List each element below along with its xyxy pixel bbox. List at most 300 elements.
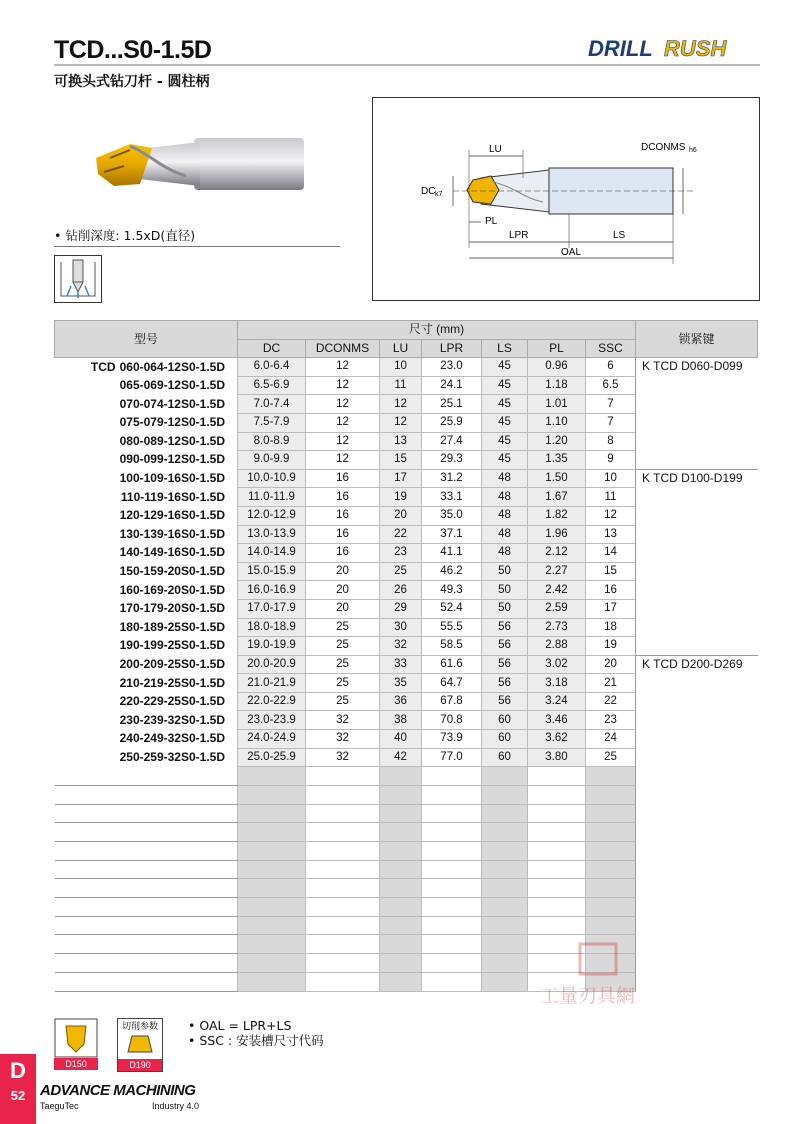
- cell-dc: 25.0-25.9: [238, 748, 306, 767]
- empty-key-cell: [636, 767, 758, 786]
- empty-row: [55, 898, 758, 917]
- empty-cell: [482, 898, 528, 917]
- empty-cell: [380, 842, 422, 861]
- empty-cell: [380, 823, 422, 842]
- cell-ssc: 6: [586, 358, 636, 377]
- empty-cell: [306, 972, 380, 991]
- cell-lpr: 49.3: [422, 581, 482, 600]
- empty-cell: [380, 972, 422, 991]
- model-code: 070-074-12S0-1.5D: [119, 396, 225, 411]
- cell-ssc: 24: [586, 730, 636, 749]
- cell-ls: 56: [482, 655, 528, 674]
- col-lu: LU: [380, 339, 422, 358]
- cell-dconms: 25: [306, 637, 380, 656]
- model-code: 060-064-12S0-1.5D: [119, 359, 225, 374]
- empty-cell: [422, 898, 482, 917]
- model-code: 160-169-20S0-1.5D: [119, 582, 225, 597]
- cell-pl: 1.20: [528, 432, 586, 451]
- cell-lpr: 35.0: [422, 506, 482, 525]
- cell-pl: 1.50: [528, 469, 586, 488]
- advance-machining-logo: ADVANCE MACHINING: [40, 1082, 196, 1099]
- empty-model-cell: [55, 842, 238, 861]
- svg-text:工量刃具網: 工量刃具網: [540, 985, 636, 1007]
- cutting-parameters-icon[interactable]: [117, 1018, 163, 1072]
- cell-lpr: 52.4: [422, 599, 482, 618]
- table-row: [55, 469, 758, 488]
- depth-note-divider: [54, 246, 340, 247]
- empty-cell: [482, 935, 528, 954]
- cell-ls: 45: [482, 413, 528, 432]
- section-tab: [0, 1054, 36, 1124]
- empty-cell: [238, 823, 306, 842]
- empty-model-cell: [55, 767, 238, 786]
- insert-icon[interactable]: [54, 1018, 98, 1070]
- cell-dconms: 16: [306, 469, 380, 488]
- empty-model-cell: [55, 860, 238, 879]
- cell-ssc: 20: [586, 655, 636, 674]
- empty-cell: [586, 804, 636, 823]
- cell-lu: 22: [380, 525, 422, 544]
- empty-key-cell: [636, 804, 758, 823]
- cell-model: [55, 358, 238, 377]
- cell-lu: 12: [380, 395, 422, 414]
- cell-model: [55, 692, 238, 711]
- cell-ls: 50: [482, 581, 528, 600]
- cell-model: [55, 637, 238, 656]
- empty-row: [55, 916, 758, 935]
- cell-lpr: 70.8: [422, 711, 482, 730]
- cell-ssc: 8: [586, 432, 636, 451]
- empty-cell: [482, 972, 528, 991]
- cell-lu: 36: [380, 692, 422, 711]
- cell-ls: 48: [482, 544, 528, 563]
- cutting-parameters-label: 切削参数: [121, 1021, 158, 1031]
- empty-model-cell: [55, 879, 238, 898]
- drilling-depth-note: • 钻削深度: 1.5xD(直径): [54, 228, 196, 243]
- cell-pl: 3.02: [528, 655, 586, 674]
- model-code: 190-199-25S0-1.5D: [119, 638, 225, 653]
- empty-row: [55, 804, 758, 823]
- cell-dconms: 20: [306, 581, 380, 600]
- cell-dc: 11.0-11.9: [238, 488, 306, 507]
- cell-lpr: 67.8: [422, 692, 482, 711]
- cell-lpr: 27.4: [422, 432, 482, 451]
- empty-cell: [422, 916, 482, 935]
- empty-row: [55, 860, 758, 879]
- cell-model: [55, 488, 238, 507]
- cell-lu: 33: [380, 655, 422, 674]
- cell-dconms: 12: [306, 376, 380, 395]
- label-dc-sub: k7: [435, 191, 443, 198]
- cell-lu: 13: [380, 432, 422, 451]
- cell-locking-key: K TCD D060-D099: [636, 358, 758, 470]
- model-code: 180-189-25S0-1.5D: [119, 619, 225, 634]
- empty-model-cell: [55, 785, 238, 804]
- empty-model-cell: [55, 804, 238, 823]
- label-oal: OAL: [561, 247, 582, 258]
- cell-dconms: 16: [306, 488, 380, 507]
- cell-dc: 16.0-16.9: [238, 581, 306, 600]
- model-code: 065-069-12S0-1.5D: [119, 378, 225, 393]
- empty-cell: [380, 954, 422, 973]
- page-title: TCD...S0-1.5D: [54, 36, 212, 64]
- cell-ssc: 19: [586, 637, 636, 656]
- cell-dconms: 12: [306, 395, 380, 414]
- cell-dc: 7.5-7.9: [238, 413, 306, 432]
- empty-key-cell: [636, 842, 758, 861]
- cell-lpr: 55.5: [422, 618, 482, 637]
- empty-cell: [422, 823, 482, 842]
- technical-drawing: [372, 97, 760, 301]
- cell-lu: 25: [380, 562, 422, 581]
- label-pl: PL: [485, 216, 498, 227]
- cell-lu: 23: [380, 544, 422, 563]
- empty-cell: [586, 898, 636, 917]
- cell-pl: 3.18: [528, 674, 586, 693]
- empty-cell: [422, 954, 482, 973]
- col-pl: PL: [528, 339, 586, 358]
- empty-cell: [586, 842, 636, 861]
- empty-cell: [528, 823, 586, 842]
- cell-ls: 48: [482, 488, 528, 507]
- empty-cell: [528, 785, 586, 804]
- cell-ls: 50: [482, 562, 528, 581]
- model-code: 240-249-32S0-1.5D: [119, 731, 225, 746]
- model-code: 220-229-25S0-1.5D: [119, 694, 225, 709]
- cell-ssc: 18: [586, 618, 636, 637]
- table-row: [55, 655, 758, 674]
- header-dimensions: 尺寸 (mm): [238, 321, 636, 340]
- cell-model: [55, 376, 238, 395]
- cell-pl: 2.12: [528, 544, 586, 563]
- cell-model: [55, 618, 238, 637]
- cell-lu: 38: [380, 711, 422, 730]
- drill-depth-icon: [54, 255, 102, 303]
- cell-dc: 6.0-6.4: [238, 358, 306, 377]
- watermark-logo-icon: [540, 940, 670, 1030]
- cell-lpr: 29.3: [422, 451, 482, 470]
- empty-cell: [238, 785, 306, 804]
- cell-lu: 12: [380, 413, 422, 432]
- empty-cell: [306, 767, 380, 786]
- page-number: 52: [10, 1088, 26, 1103]
- label-dc: DC: [421, 186, 436, 197]
- empty-cell: [422, 879, 482, 898]
- industry-label: Industry 4.0: [152, 1101, 200, 1111]
- cell-model: [55, 469, 238, 488]
- empty-cell: [586, 916, 636, 935]
- cell-lu: 26: [380, 581, 422, 600]
- cell-dc: 18.0-18.9: [238, 618, 306, 637]
- empty-cell: [306, 804, 380, 823]
- cell-ssc: 10: [586, 469, 636, 488]
- col-ssc: SSC: [586, 339, 636, 358]
- empty-cell: [380, 935, 422, 954]
- empty-cell: [528, 804, 586, 823]
- empty-cell: [586, 767, 636, 786]
- cell-dconms: 32: [306, 748, 380, 767]
- empty-cell: [238, 860, 306, 879]
- cutting-parameters-glyph: [118, 1032, 162, 1056]
- spec-table: [54, 320, 758, 992]
- model-prefix: TCD: [90, 359, 116, 374]
- cell-lu: 35: [380, 674, 422, 693]
- empty-cell: [380, 804, 422, 823]
- cell-pl: 1.35: [528, 451, 586, 470]
- empty-row: [55, 785, 758, 804]
- cell-ls: 56: [482, 637, 528, 656]
- cell-lpr: 31.2: [422, 469, 482, 488]
- empty-cell: [380, 785, 422, 804]
- footnotes: [188, 1018, 324, 1048]
- label-dconms-sub: h6: [689, 147, 697, 154]
- model-code: 100-109-16S0-1.5D: [119, 471, 225, 486]
- empty-key-cell: [636, 879, 758, 898]
- empty-cell: [380, 767, 422, 786]
- empty-model-cell: [55, 916, 238, 935]
- cell-ls: 45: [482, 451, 528, 470]
- empty-cell: [482, 860, 528, 879]
- cell-ssc: 15: [586, 562, 636, 581]
- empty-cell: [528, 860, 586, 879]
- taegutec-label: TaeguTec: [40, 1101, 79, 1111]
- cell-ssc: 23: [586, 711, 636, 730]
- cell-lu: 42: [380, 748, 422, 767]
- model-code: 140-149-16S0-1.5D: [119, 545, 225, 560]
- cell-lu: 19: [380, 488, 422, 507]
- empty-cell: [528, 879, 586, 898]
- cutting-parameters-tag: D190: [118, 1059, 162, 1071]
- model-code: 200-209-25S0-1.5D: [119, 656, 225, 671]
- dimension-diagram: [373, 98, 759, 300]
- cell-lu: 40: [380, 730, 422, 749]
- col-dc: DC: [238, 339, 306, 358]
- cell-pl: 1.96: [528, 525, 586, 544]
- empty-cell: [482, 804, 528, 823]
- empty-cell: [422, 935, 482, 954]
- cell-dconms: 16: [306, 544, 380, 563]
- cell-dc: 20.0-20.9: [238, 655, 306, 674]
- empty-key-cell: [636, 916, 758, 935]
- cell-model: [55, 581, 238, 600]
- empty-cell: [422, 860, 482, 879]
- label-lu: LU: [489, 144, 502, 155]
- empty-cell: [586, 823, 636, 842]
- insert-drill-icon: [54, 1018, 98, 1058]
- col-lpr: LPR: [422, 339, 482, 358]
- model-code: 170-179-20S0-1.5D: [119, 601, 225, 616]
- note-oal: • OAL = LPR+LS: [188, 1018, 292, 1033]
- model-code: 150-159-20S0-1.5D: [119, 564, 225, 579]
- cell-dc: 22.0-22.9: [238, 692, 306, 711]
- empty-cell: [380, 916, 422, 935]
- empty-cell: [482, 823, 528, 842]
- cell-model: [55, 674, 238, 693]
- empty-cell: [422, 972, 482, 991]
- cell-ls: 45: [482, 395, 528, 414]
- empty-cell: [238, 972, 306, 991]
- cell-pl: 1.82: [528, 506, 586, 525]
- cell-dconms: 20: [306, 599, 380, 618]
- cell-lpr: 58.5: [422, 637, 482, 656]
- empty-model-cell: [55, 954, 238, 973]
- empty-cell: [238, 954, 306, 973]
- cell-model: [55, 562, 238, 581]
- cell-lu: 15: [380, 451, 422, 470]
- empty-key-cell: [636, 785, 758, 804]
- cell-pl: 2.88: [528, 637, 586, 656]
- empty-cell: [528, 898, 586, 917]
- empty-model-cell: [55, 972, 238, 991]
- label-lpr: LPR: [509, 230, 529, 241]
- cell-ssc: 7: [586, 413, 636, 432]
- cell-dc: 8.0-8.9: [238, 432, 306, 451]
- cell-lpr: 33.1: [422, 488, 482, 507]
- cell-ssc: 13: [586, 525, 636, 544]
- empty-cell: [238, 842, 306, 861]
- empty-cell: [422, 767, 482, 786]
- model-code: 075-079-12S0-1.5D: [119, 415, 225, 430]
- cell-dconms: 25: [306, 674, 380, 693]
- page-subtitle: 可换头式钻刀杆 - 圆柱柄: [54, 74, 210, 90]
- cell-lpr: 46.2: [422, 562, 482, 581]
- cell-model: [55, 544, 238, 563]
- cell-pl: 2.42: [528, 581, 586, 600]
- section-letter: D: [10, 1058, 26, 1083]
- cell-ls: 60: [482, 748, 528, 767]
- cell-pl: 1.01: [528, 395, 586, 414]
- cell-lpr: 23.0: [422, 358, 482, 377]
- empty-cell: [238, 767, 306, 786]
- cell-ls: 56: [482, 618, 528, 637]
- cell-dc: 23.0-23.9: [238, 711, 306, 730]
- spec-table-body: [55, 358, 758, 991]
- cell-pl: 1.10: [528, 413, 586, 432]
- cell-pl: 1.67: [528, 488, 586, 507]
- model-code: 130-139-16S0-1.5D: [119, 526, 225, 541]
- empty-key-cell: [636, 860, 758, 879]
- model-code: 110-119-16S0-1.5D: [120, 489, 225, 504]
- empty-cell: [306, 954, 380, 973]
- cell-locking-key: K TCD D200-D269: [636, 655, 758, 767]
- empty-cell: [586, 860, 636, 879]
- cell-pl: 3.24: [528, 692, 586, 711]
- cell-lpr: 25.1: [422, 395, 482, 414]
- empty-cell: [422, 804, 482, 823]
- note-ssc: • SSC : 安装槽尺寸代码: [188, 1033, 324, 1048]
- cell-lu: 29: [380, 599, 422, 618]
- empty-cell: [380, 860, 422, 879]
- cell-lpr: 64.7: [422, 674, 482, 693]
- cell-lpr: 73.9: [422, 730, 482, 749]
- cell-ssc: 25: [586, 748, 636, 767]
- insert-icon-tag: D150: [54, 1058, 98, 1070]
- cell-ls: 50: [482, 599, 528, 618]
- drillrush-logo: [582, 30, 760, 64]
- svg-text:RUSH: RUSH: [664, 36, 727, 61]
- cell-model: [55, 730, 238, 749]
- cell-dc: 24.0-24.9: [238, 730, 306, 749]
- cell-lu: 11: [380, 376, 422, 395]
- cell-lpr: 25.9: [422, 413, 482, 432]
- empty-cell: [306, 842, 380, 861]
- cell-ssc: 17: [586, 599, 636, 618]
- cell-model: [55, 413, 238, 432]
- cell-model: [55, 748, 238, 767]
- empty-row: [55, 823, 758, 842]
- cell-dc: 21.0-21.9: [238, 674, 306, 693]
- cell-ls: 45: [482, 432, 528, 451]
- cell-pl: 3.46: [528, 711, 586, 730]
- empty-cell: [238, 804, 306, 823]
- cell-dconms: 25: [306, 655, 380, 674]
- empty-cell: [306, 898, 380, 917]
- empty-row: [55, 767, 758, 786]
- empty-cell: [380, 879, 422, 898]
- empty-cell: [238, 879, 306, 898]
- empty-cell: [380, 898, 422, 917]
- cell-model: [55, 451, 238, 470]
- cell-pl: 2.73: [528, 618, 586, 637]
- cell-ls: 45: [482, 376, 528, 395]
- header-divider: [54, 64, 760, 66]
- cell-ls: 45: [482, 358, 528, 377]
- cell-model: [55, 432, 238, 451]
- label-ls: LS: [613, 230, 626, 241]
- cell-dc: 17.0-17.9: [238, 599, 306, 618]
- cell-ssc: 9: [586, 451, 636, 470]
- empty-cell: [306, 823, 380, 842]
- cell-ls: 56: [482, 674, 528, 693]
- empty-cell: [422, 842, 482, 861]
- empty-cell: [238, 935, 306, 954]
- tool-photo: [90, 128, 320, 198]
- empty-cell: [482, 767, 528, 786]
- label-dconms: DCONMS: [641, 142, 686, 153]
- cell-lpr: 37.1: [422, 525, 482, 544]
- empty-cell: [482, 954, 528, 973]
- cell-model: [55, 395, 238, 414]
- cell-ls: 60: [482, 711, 528, 730]
- cell-dc: 19.0-19.9: [238, 637, 306, 656]
- cell-lpr: 61.6: [422, 655, 482, 674]
- cell-ssc: 14: [586, 544, 636, 563]
- cell-dc: 15.0-15.9: [238, 562, 306, 581]
- empty-cell: [586, 879, 636, 898]
- empty-cell: [528, 767, 586, 786]
- cell-dc: 7.0-7.4: [238, 395, 306, 414]
- cell-ls: 60: [482, 730, 528, 749]
- empty-model-cell: [55, 935, 238, 954]
- empty-cell: [482, 842, 528, 861]
- watermark: [540, 940, 670, 1030]
- model-code: 210-219-25S0-1.5D: [119, 675, 225, 690]
- cell-pl: 3.80: [528, 748, 586, 767]
- empty-cell: [306, 935, 380, 954]
- cell-lu: 30: [380, 618, 422, 637]
- cell-dc: 9.0-9.9: [238, 451, 306, 470]
- empty-cell: [422, 785, 482, 804]
- cell-dconms: 16: [306, 525, 380, 544]
- model-code: 090-099-12S0-1.5D: [119, 452, 225, 467]
- cell-ssc: 12: [586, 506, 636, 525]
- cell-pl: 3.62: [528, 730, 586, 749]
- cell-dconms: 12: [306, 432, 380, 451]
- cell-lu: 17: [380, 469, 422, 488]
- cell-dconms: 12: [306, 451, 380, 470]
- cell-lu: 10: [380, 358, 422, 377]
- cell-model: [55, 506, 238, 525]
